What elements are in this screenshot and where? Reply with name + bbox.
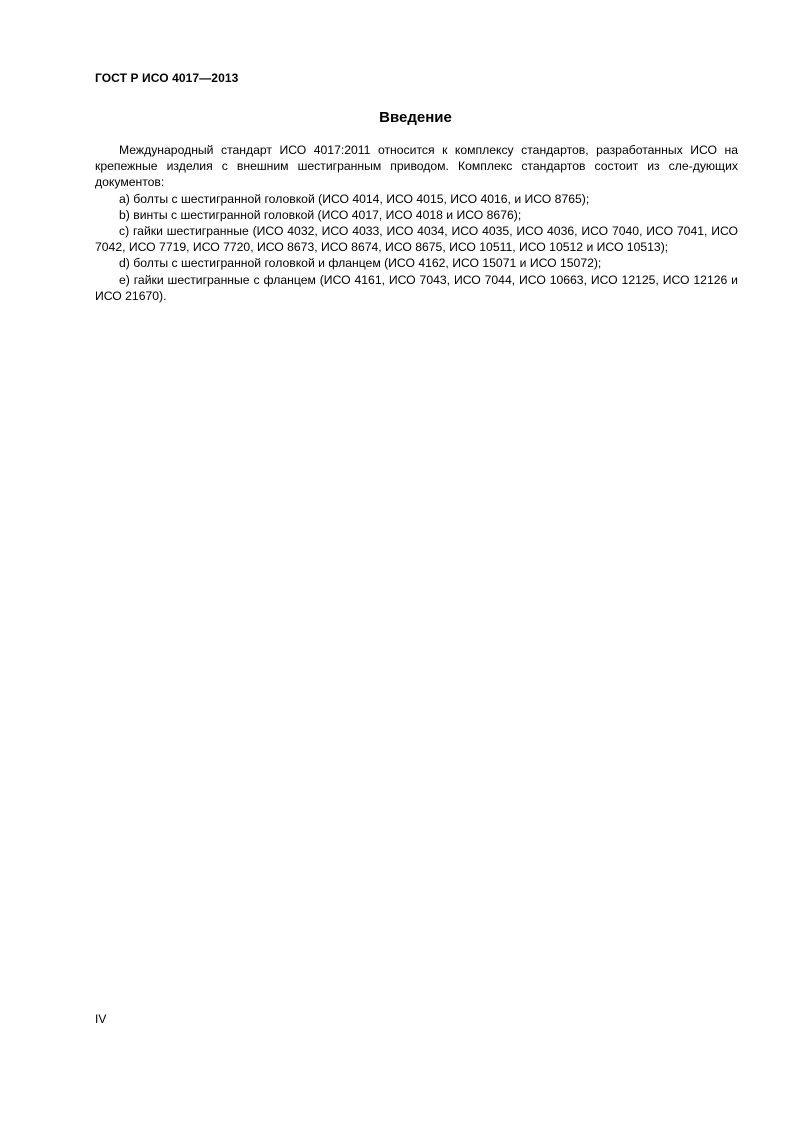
- list-item-b: b) винты с шестигранной головкой (ИСО 4017, ИСО 4018 и ИСО 8676);: [119, 207, 522, 222]
- list-item-c: c) гайки шестигранные (ИСО 4032, ИСО 4033, ИСО 4034, ИСО 4035, ИСО 4036, ИСО 7040, ИСО 7041, ИСО 7042, ИСО 7719, ИСО 7720, ИСО 8673, ИСО 8674, ИСО 8675, ИСО 10511, ИСО 10512 и ИСО 10513);: [95, 224, 738, 255]
- list-item-a: a) болты с шестигранной головкой (ИСО 4014, ИСО 4015, ИСО 4016, и ИСО 8765);: [119, 191, 590, 206]
- section-title: Введение: [379, 109, 452, 126]
- document-header: ГОСТ Р ИСО 4017—2013: [95, 71, 239, 85]
- list-item-e: e) гайки шестигранные с фланцем (ИСО 4161, ИСО 7043, ИСО 7044, ИСО 10663, ИСО 12125, ИСО 12126 и ИСО 21670).: [95, 272, 738, 303]
- list-item-d: d) болты с шестигранной головкой и фланцем (ИСО 4162, ИСО 15071 и ИСО 15072);: [119, 256, 602, 271]
- intro-paragraph: Международный стандарт ИСО 4017:2011 относится к комплексу стандартов, разработанных ИСО на крепежные изделия с внешним шестигранным приводом. Комплекс стандартов состоит из сле-дующих документов:: [95, 143, 738, 190]
- body-text: [95, 142, 738, 304]
- page-number: IV: [95, 1012, 107, 1026]
